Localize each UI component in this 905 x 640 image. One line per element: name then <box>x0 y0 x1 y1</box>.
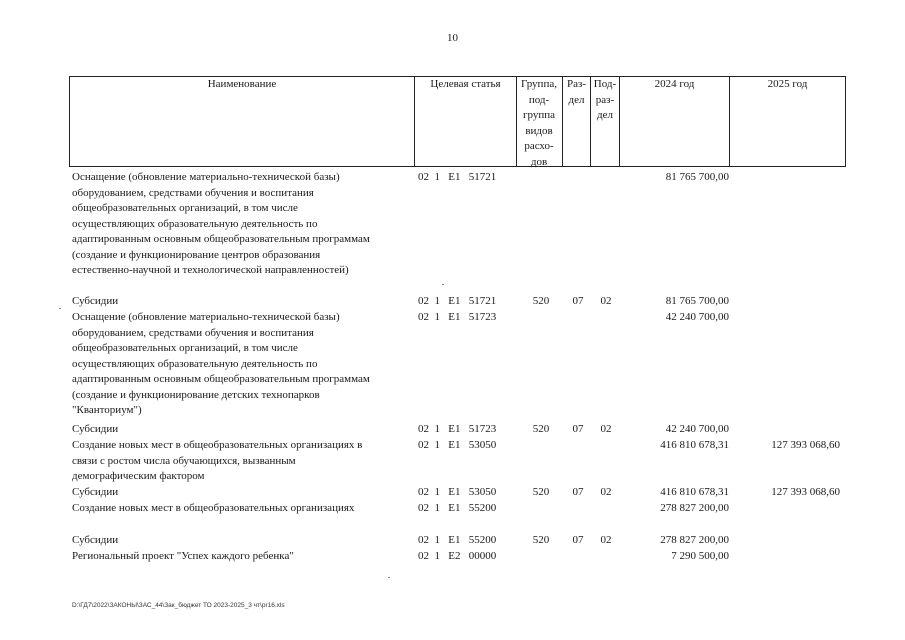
row-2025-amount: 127 393 068,60 <box>771 439 840 451</box>
header-razdel: Раз- дел <box>566 78 586 106</box>
row-name: Оснащение (обновление материально-технической базы) оборудованием, средствами обучения и воспитания общеобразовательных организаций, в том числе осуществляющих образовательную деятельность по адаптированным основным общеобразовательным программам (создание и функционирование детских технопарков "Кванториум") <box>72 311 370 416</box>
row-name: Региональный проект "Успех каждого ребенка" <box>72 550 294 562</box>
row-razdel: 07 <box>572 423 584 435</box>
file-path-footer: D:\ГД7\2022\ЗАКОНЫ\ЗАС_44\Зак_бюджет ТО 2023-2025_3 чт\pr16.xls <box>72 602 285 609</box>
row-2024-amount: 416 810 678,31 <box>660 486 729 498</box>
row-group: 520 <box>532 486 550 498</box>
header-divider <box>845 76 846 167</box>
header-name: Наименование <box>207 78 277 90</box>
row-target-code: 02 1 E1 51721 <box>418 295 497 307</box>
header-2024: 2024 год <box>654 78 695 90</box>
scan-speck <box>388 577 390 578</box>
row-name: Оснащение (обновление материально-технической базы) оборудованием, средствами обучения и воспитания общеобразовательных организаций, в том числе осуществляющих образовательную деятельность по адаптированным основным общеобразовательным программам (создание и функционирование центров образования естественно-научной и технологической направленностей) <box>72 171 370 276</box>
row-podrazdel: 02 <box>600 423 612 435</box>
row-name: Субсидии <box>72 295 119 307</box>
header-2025: 2025 год <box>767 78 808 90</box>
row-2024-amount: 81 765 700,00 <box>665 171 729 183</box>
header-podrazdel: Под- раз- дел <box>593 78 617 121</box>
row-target-code: 02 1 E1 51723 <box>418 423 497 435</box>
row-target-code: 02 1 E1 55200 <box>418 502 497 514</box>
row-2024-amount: 278 827 200,00 <box>660 534 729 546</box>
row-razdel: 07 <box>572 486 584 498</box>
row-2024-amount: 278 827 200,00 <box>660 502 729 514</box>
row-target-code: 02 1 E1 51721 <box>418 171 497 183</box>
row-group: 520 <box>532 423 550 435</box>
row-2024-amount: 416 810 678,31 <box>660 439 729 451</box>
header-group: Группа, под- группа видов расхо- дов <box>521 78 557 168</box>
row-razdel: 07 <box>572 534 584 546</box>
row-2024-amount: 81 765 700,00 <box>665 295 729 307</box>
row-name: Субсидии <box>72 486 119 498</box>
row-target-code: 02 1 E1 55200 <box>418 534 497 546</box>
row-podrazdel: 02 <box>600 534 612 546</box>
row-podrazdel: 02 <box>600 486 612 498</box>
row-target-code: 02 1 E1 51723 <box>418 311 497 323</box>
row-target-code: 02 1 E1 53050 <box>418 486 497 498</box>
row-target-code: 02 1 E1 53050 <box>418 439 497 451</box>
row-group: 520 <box>532 534 550 546</box>
row-target-code: 02 1 E2 00000 <box>418 550 497 562</box>
row-2025-amount: 127 393 068,60 <box>771 486 840 498</box>
row-razdel: 07 <box>572 295 584 307</box>
row-group: 520 <box>532 295 550 307</box>
row-2024-amount: 7 290 500,00 <box>671 550 729 562</box>
row-name: Создание новых мест в общеобразовательных организациях в связи с ростом числа обучающихся, вызванным демографическим фактором <box>72 439 363 482</box>
table-header <box>69 76 846 167</box>
row-name: Создание новых мест в общеобразовательных организациях <box>72 502 355 514</box>
page-number: 10 <box>447 32 458 44</box>
scan-speck <box>59 308 61 309</box>
row-2024-amount: 42 240 700,00 <box>665 311 729 323</box>
row-name: Субсидии <box>72 534 119 546</box>
row-2024-amount: 42 240 700,00 <box>665 423 729 435</box>
header-target: Целевая статья <box>430 78 501 90</box>
scan-speck <box>442 284 444 285</box>
row-name: Субсидии <box>72 423 119 435</box>
row-podrazdel: 02 <box>600 295 612 307</box>
